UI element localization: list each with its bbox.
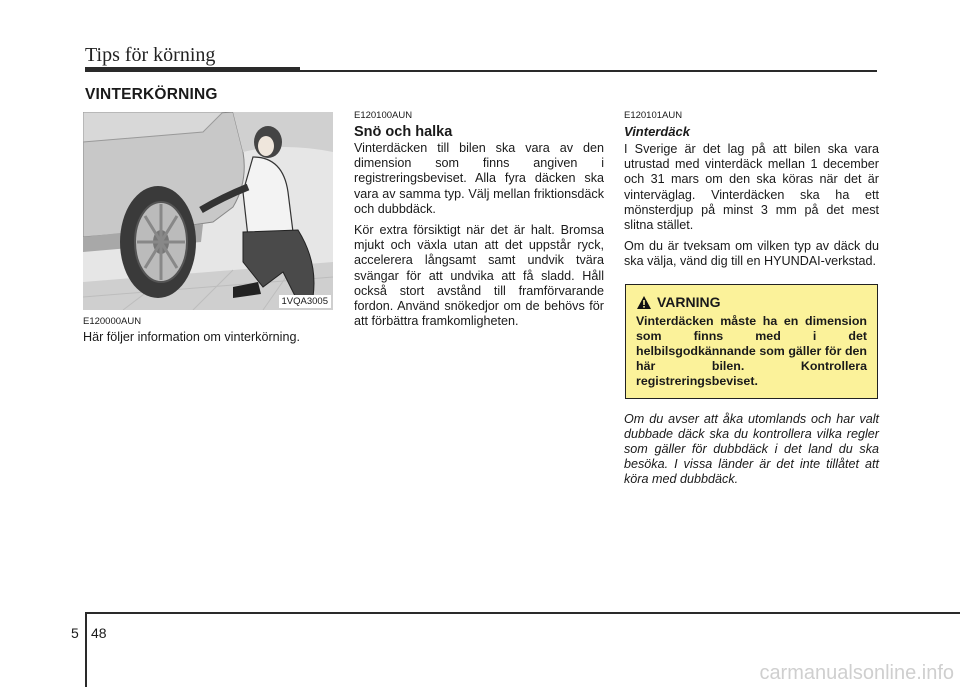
header-rule-thick: [85, 67, 300, 72]
section-code: E120000AUN: [83, 316, 142, 327]
page-header-title: Tips för körning: [85, 44, 216, 66]
page-number: 48: [91, 625, 107, 641]
chapter-number: 5: [71, 625, 79, 641]
illustration-drawing: [83, 112, 333, 310]
paragraph: I Sverige är det lag på att bilen ska vara utrustad med vinterdäck mellan 1 december och 31 mars om den ska köras när det är vinterväglag. Vinterdäcken ska ha ett mönsterdjup på minst 3 mm på det mest slitna stället.: [624, 142, 879, 233]
warning-title: VARNING: [657, 293, 721, 310]
subsection-heading: Snö och halka: [354, 124, 453, 140]
column-3: [624, 110, 879, 487]
footer-rule: [85, 612, 960, 614]
note-text: Om du avser att åka utomlands och har valt dubbade däck ska du kontrollera vilka regler som gäller för dubbdäck i det land du ska besöka. I vissa länder är det inte tillåtet att köra med dubbdäck.: [624, 411, 879, 486]
warning-triangle-icon: [636, 295, 652, 310]
subsection-heading: Vinterdäck: [624, 124, 690, 139]
warning-header: [636, 295, 867, 310]
warning-box: [625, 284, 878, 399]
column-2: [354, 110, 604, 335]
figure-label: 1VQA3005: [279, 295, 331, 308]
intro-text: Här följer information om vinterkörning.: [83, 330, 300, 344]
warning-text: Vinterdäcken måste ha en dimension som finns med i det helbilsgodkännande som gäller för den här bilen. Kontrollera registreringsbeviset.: [636, 313, 867, 388]
paragraph: Kör extra försiktigt när det är halt. Bromsa mjukt och växla utan att det uppstår ryck, accelerera långsamt samt undvik tvära svängar för att undvika att få sladd. Håll också stort avstånd till framförvarande fordon. Använd snökedjor om de behövs för att förbättra framkomligheten.: [354, 223, 604, 329]
watermark: carmanualsonline.info: [759, 662, 954, 684]
section-code: E120100AUN: [354, 110, 413, 121]
illustration-winter-tire: [83, 112, 333, 310]
footer-divider: [85, 612, 87, 687]
header-rule-thin: [300, 70, 877, 72]
paragraph: Om du är tveksam om vilken typ av däck du ska välja, vänd dig till en HYUNDAI-verkstad.: [624, 239, 879, 269]
column-1: [83, 110, 333, 351]
section-code: E120101AUN: [624, 110, 683, 121]
section-title: VINTERKÖRNING: [85, 86, 218, 103]
paragraph: Vinterdäcken till bilen ska vara av den dimension som finns angiven i registreringsbeviset. Alla fyra däcken ska vara av samma typ. Välj mellan friktionsdäck och dubbdäck.: [354, 141, 604, 216]
